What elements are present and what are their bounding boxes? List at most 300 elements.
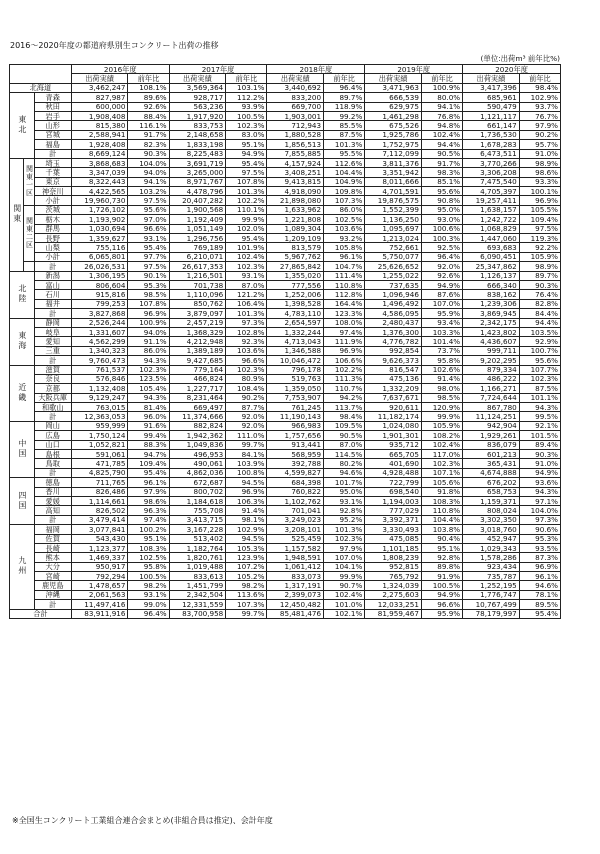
shipment-volume: 8,971,767: [169, 177, 226, 186]
prefecture-name: 沖縄: [34, 590, 71, 599]
table-row: [10, 468, 561, 477]
yoy-ratio: 109.4%: [128, 459, 169, 468]
shipment-volume: 4,599,827: [267, 468, 324, 477]
yoy-ratio: 87.3%: [519, 553, 560, 562]
yoy-ratio: 100.8%: [226, 468, 267, 477]
ratio-header: 前年比: [324, 74, 365, 83]
yoy-ratio: 103.8%: [421, 525, 462, 534]
shipment-volume: 765,792: [365, 572, 422, 581]
shipment-volume: 1,102,762: [267, 496, 324, 505]
table-row: [10, 102, 561, 111]
shipment-volume: 3,811,376: [365, 158, 422, 167]
shipment-volume: 11,124,251: [463, 412, 520, 421]
table-row: [10, 187, 561, 196]
shipment-volume: 1,552,399: [365, 205, 422, 214]
shipment-volume: 666,340: [463, 280, 520, 289]
yoy-ratio: 99.9%: [226, 215, 267, 224]
prefecture-name: 計: [34, 262, 71, 271]
table-row: [10, 215, 561, 224]
prefecture-name: 宮城: [34, 130, 71, 139]
yoy-ratio: 96.9%: [128, 309, 169, 318]
yoy-ratio: 111.9%: [324, 337, 365, 346]
shipment-volume: 3,569,364: [169, 83, 226, 92]
shipment-volume: 701,041: [267, 506, 324, 515]
prefecture-name: 広島: [34, 431, 71, 440]
region-label-text: 近畿: [17, 382, 27, 403]
shipment-volume: 761,245: [267, 403, 324, 412]
shipment-volume: 1,193,902: [71, 215, 128, 224]
prefecture-name: 鹿児島: [34, 581, 71, 590]
yoy-ratio: 96.9%: [519, 196, 560, 205]
shipment-volume: 1,340,323: [71, 346, 128, 355]
yoy-ratio: 95.2%: [324, 515, 365, 524]
yoy-ratio: 102.4%: [421, 130, 462, 139]
yoy-ratio: 90.2%: [519, 130, 560, 139]
shipment-volume: 1,255,022: [365, 271, 422, 280]
shipment-volume: 1,880,528: [267, 130, 324, 139]
yoy-ratio: 94.5%: [226, 478, 267, 487]
prefecture-name: 京都: [34, 384, 71, 393]
yoy-ratio: 98.4%: [519, 83, 560, 92]
yoy-ratio: 90.3%: [128, 149, 169, 158]
yoy-ratio: 96.9%: [519, 562, 560, 571]
yoy-ratio: 95.9%: [421, 609, 462, 618]
yoy-ratio: 102.9%: [519, 93, 560, 102]
yoy-ratio: 90.1%: [128, 271, 169, 280]
yoy-ratio: 92.8%: [421, 553, 462, 562]
shipment-volume: 1,908,408: [71, 111, 128, 120]
yoy-ratio: 90.4%: [421, 534, 462, 543]
shipment-volume: 11,182,174: [365, 412, 422, 421]
sub-district-text: 関東二区: [25, 216, 34, 249]
yoy-ratio: 95.1%: [128, 534, 169, 543]
shipment-volume: 1,856,513: [267, 140, 324, 149]
shipment-volume: 1,296,756: [169, 234, 226, 243]
yoy-ratio: 90.5%: [324, 431, 365, 440]
yoy-ratio: 73.7%: [421, 346, 462, 355]
yoy-ratio: 102.2%: [226, 196, 267, 205]
shipment-volume: 1,252,006: [267, 290, 324, 299]
region-label-text: 東北: [17, 114, 27, 135]
shipment-volume: 513,402: [169, 534, 226, 543]
prefecture-name: 計: [34, 309, 71, 318]
ratio-header: 前年比: [519, 74, 560, 83]
shipment-volume: 826,502: [71, 506, 128, 515]
shipment-volume: 471,785: [71, 459, 128, 468]
prefecture-name: 埼玉: [34, 158, 71, 167]
shipment-volume: 1,901,301: [365, 431, 422, 440]
shipment-volume: 1,095,697: [365, 224, 422, 233]
shipment-volume: 666,539: [365, 93, 422, 102]
shipment-volume: 20,407,282: [169, 196, 226, 205]
shipment-volume: 8,225,483: [169, 149, 226, 158]
yoy-ratio: 85.5%: [324, 121, 365, 130]
sub-district-label: [24, 205, 34, 261]
yoy-ratio: 105.5%: [519, 205, 560, 214]
shipment-volume: 3,408,251: [267, 168, 324, 177]
yoy-ratio: 89.4%: [519, 440, 560, 449]
table-row: [10, 515, 561, 524]
shipment-volume: 12,450,482: [267, 600, 324, 609]
yoy-ratio: 95.8%: [128, 562, 169, 571]
shipment-volume: 1,948,591: [267, 553, 324, 562]
shipment-volume: 1,900,568: [169, 205, 226, 214]
shipment-volume: 8,011,666: [365, 177, 422, 186]
prefecture-name: 岡山: [34, 421, 71, 430]
shipment-volume: 833,613: [169, 572, 226, 581]
yoy-ratio: 102.3%: [226, 121, 267, 130]
shipment-volume: 1,051,149: [169, 224, 226, 233]
yoy-ratio: 94.6%: [519, 581, 560, 590]
shipment-volume: 9,202,295: [463, 356, 520, 365]
shipment-volume: 3,827,868: [71, 309, 128, 318]
shipment-volume: 950,917: [71, 562, 128, 571]
shipment-volume: 685,961: [463, 93, 520, 102]
yoy-ratio: 102.4%: [324, 590, 365, 599]
shipment-volume: 12,331,559: [169, 600, 226, 609]
shipment-volume: 2,148,658: [169, 130, 226, 139]
yoy-ratio: 105.2%: [226, 572, 267, 581]
shipment-volume: 601,213: [463, 450, 520, 459]
shipment-volume: 4,586,095: [365, 309, 422, 318]
table-row: [10, 600, 561, 609]
yoy-ratio: 100.5%: [226, 111, 267, 120]
prefecture-name: 青森: [34, 93, 71, 102]
shipment-volume: 1,776,747: [463, 590, 520, 599]
yoy-ratio: 98.2%: [226, 581, 267, 590]
shipment-volume: 1,221,808: [267, 215, 324, 224]
ratio-header: 前年比: [226, 74, 267, 83]
shipment-volume: 1,917,920: [169, 111, 226, 120]
yoy-ratio: 107.2%: [226, 562, 267, 571]
volume-header: 出荷実績: [169, 74, 226, 83]
volume-header: 出荷実績: [267, 74, 324, 83]
yoy-ratio: 102.3%: [226, 365, 267, 374]
shipment-volume: 1,166,271: [463, 384, 520, 393]
shipment-volume: 1,355,020: [267, 271, 324, 280]
shipment-volume: 10,767,499: [463, 600, 520, 609]
shipment-volume: 25,626,652: [365, 262, 422, 271]
year-header: 2018年度: [267, 65, 365, 74]
page-title: 2016～2020年度の都道府県別生コンクリート出荷の推移: [10, 41, 219, 50]
shipment-volume: 3,879,097: [169, 309, 226, 318]
shipment-volume: 629,975: [365, 102, 422, 111]
shipment-volume: 3,265,000: [169, 168, 226, 177]
yoy-ratio: 93.1%: [128, 234, 169, 243]
prefecture-name: 小計: [34, 252, 71, 261]
yoy-ratio: 93.3%: [519, 177, 560, 186]
shipment-volume: 2,526,244: [71, 318, 128, 327]
yoy-ratio: 99.9%: [324, 572, 365, 581]
prefecture-name: 長野: [34, 234, 71, 243]
shipment-volume: 1,578,286: [463, 553, 520, 562]
shipment-volume: 4,928,488: [365, 468, 422, 477]
shipment-volume: 3,330,493: [365, 525, 422, 534]
shipment-volume: 777,029: [365, 506, 422, 515]
yoy-ratio: 84.1%: [226, 450, 267, 459]
shipment-volume: 7,724,644: [463, 393, 520, 402]
shipment-volume: 1,068,829: [463, 224, 520, 233]
shipment-volume: 1,928,408: [71, 140, 128, 149]
table-row: [10, 478, 561, 487]
shipment-volume: 1,096,946: [365, 290, 422, 299]
shipment-volume: 1,114,661: [71, 496, 128, 505]
yoy-ratio: 98.3%: [421, 168, 462, 177]
shipment-volume: 833,753: [169, 121, 226, 130]
yoy-ratio: 91.7%: [128, 130, 169, 139]
shipment-volume: 466,824: [169, 374, 226, 383]
yoy-ratio: 108.4%: [226, 384, 267, 393]
shipment-volume: 1,496,492: [365, 299, 422, 308]
shipment-volume: 1,029,343: [463, 543, 520, 552]
shipment-volume: 669,700: [267, 102, 324, 111]
yoy-ratio: 101.1%: [519, 393, 560, 402]
yoy-ratio: 80.2%: [324, 459, 365, 468]
yoy-ratio: 101.7%: [324, 478, 365, 487]
prefecture-name: 鳥取: [34, 459, 71, 468]
yoy-ratio: 80.0%: [421, 93, 462, 102]
yoy-ratio: 96.6%: [421, 600, 462, 609]
shipment-volume: 1,121,117: [463, 111, 520, 120]
shipment-volume: 9,427,685: [169, 356, 226, 365]
shipment-volume: 1,346,588: [267, 346, 324, 355]
shipment-volume: 1,736,530: [463, 130, 520, 139]
table-row: [10, 318, 561, 327]
shipment-volume: 838,162: [463, 290, 520, 299]
prefecture-name: 山梨: [34, 243, 71, 252]
shipment-volume: 590,479: [463, 102, 520, 111]
shipment-volume: 3,869,945: [463, 309, 520, 318]
region-label-text: 関東: [12, 204, 22, 225]
yoy-ratio: 98.6%: [128, 496, 169, 505]
shipment-volume: 800,702: [169, 487, 226, 496]
shipment-volume: 1,925,786: [365, 130, 422, 139]
region-label: [10, 158, 24, 271]
yoy-ratio: 101.9%: [226, 243, 267, 252]
yoy-ratio: 97.7%: [128, 252, 169, 261]
shipment-volume: 833,200: [267, 93, 324, 102]
yoy-ratio: 96.3%: [128, 506, 169, 515]
shipment-volume: 675,526: [365, 121, 422, 130]
yoy-ratio: 108.0%: [324, 318, 365, 327]
shipment-volume: 452,947: [463, 534, 520, 543]
footnote: ※全国生コンクリート工業組合連合会まとめ(非組合員は推定)、会計年度: [12, 816, 273, 825]
yoy-ratio: 100.9%: [421, 83, 462, 92]
yoy-ratio: 93.1%: [324, 496, 365, 505]
table-row: [10, 158, 561, 167]
yoy-ratio: 120.9%: [421, 403, 462, 412]
yoy-ratio: 91.1%: [128, 337, 169, 346]
table-row: [10, 337, 561, 346]
yoy-ratio: 81.4%: [128, 403, 169, 412]
table-row: [10, 431, 561, 440]
shipment-volume: 365,431: [463, 459, 520, 468]
table-row: [10, 130, 561, 139]
yoy-ratio: 97.5%: [226, 168, 267, 177]
yoy-ratio: 94.4%: [421, 140, 462, 149]
prefecture-name: 奈良: [34, 374, 71, 383]
yoy-ratio: 91.6%: [128, 421, 169, 430]
yoy-ratio: 103.6%: [226, 346, 267, 355]
yoy-ratio: 97.5%: [128, 196, 169, 205]
table-row: [10, 374, 561, 383]
shipment-volume: 799,253: [71, 299, 128, 308]
yoy-ratio: 98.1%: [226, 515, 267, 524]
yoy-ratio: 95.9%: [421, 309, 462, 318]
yoy-ratio: 105.9%: [519, 252, 560, 261]
shipment-volume: 12,033,251: [365, 600, 422, 609]
shipment-volume: 1,132,408: [71, 384, 128, 393]
prefecture-name: 群馬: [34, 224, 71, 233]
yoy-ratio: 103.6%: [324, 224, 365, 233]
shipment-volume: 806,604: [71, 280, 128, 289]
table-row: [10, 177, 561, 186]
shipment-volume: 1,317,191: [267, 581, 324, 590]
yoy-ratio: 104.9%: [324, 177, 365, 186]
prefecture-name: 岐阜: [34, 327, 71, 336]
yoy-ratio: 84.4%: [519, 309, 560, 318]
shipment-volume: 1,157,582: [267, 543, 324, 552]
prefecture-name: 大阪兵庫: [34, 393, 71, 402]
yoy-ratio: 104.0%: [519, 506, 560, 515]
yoy-ratio: 89.7%: [519, 271, 560, 280]
sub-district-text: 関東一区: [25, 165, 34, 198]
yoy-ratio: 95.0%: [324, 487, 365, 496]
yoy-ratio: 95.4%: [226, 234, 267, 243]
prefecture-name: 大分: [34, 562, 71, 571]
yoy-ratio: 98.6%: [519, 168, 560, 177]
shipment-volume: 959,999: [71, 421, 128, 430]
yoy-ratio: 97.1%: [519, 496, 560, 505]
shipment-volume: 1,182,764: [169, 543, 226, 552]
yoy-ratio: 95.1%: [226, 140, 267, 149]
shipment-volume: 769,189: [169, 243, 226, 252]
yoy-ratio: 113.6%: [226, 590, 267, 599]
shipment-volume: 992,854: [365, 346, 422, 355]
yoy-ratio: 106.3%: [226, 496, 267, 505]
shipment-volume: 1,126,137: [463, 271, 520, 280]
shipment-volume: 1,184,618: [169, 496, 226, 505]
shipment-volume: 6,065,801: [71, 252, 128, 261]
yoy-ratio: 104.1%: [324, 562, 365, 571]
prefecture-name: 秋田: [34, 102, 71, 111]
yoy-ratio: 96.4%: [421, 252, 462, 261]
table-row: [10, 572, 561, 581]
yoy-ratio: 94.9%: [421, 590, 462, 599]
region-label-text: 東海: [17, 330, 27, 351]
shipment-volume: 815,380: [71, 121, 128, 130]
yoy-ratio: 96.4%: [324, 83, 365, 92]
table-row: [10, 393, 561, 402]
prefecture-name: 静岡: [34, 318, 71, 327]
shipment-volume: 693,683: [463, 243, 520, 252]
yoy-ratio: 102.0%: [226, 224, 267, 233]
yoy-ratio: 92.0%: [226, 421, 267, 430]
yoy-ratio: 91.7%: [421, 158, 462, 167]
shipment-volume: 942,904: [463, 421, 520, 430]
shipment-volume: 7,637,671: [365, 393, 422, 402]
table-row: [10, 327, 561, 336]
yoy-ratio: 90.6%: [519, 525, 560, 534]
shipment-volume: 4,157,924: [267, 158, 324, 167]
yoy-ratio: 112.2%: [226, 93, 267, 102]
shipment-volume: 1,757,656: [267, 431, 324, 440]
shipment-volume: 21,898,080: [267, 196, 324, 205]
sub-district-label: [24, 262, 34, 271]
shipment-volume: 761,537: [71, 365, 128, 374]
shipment-volume: 1,242,722: [463, 215, 520, 224]
shipment-volume: 11,497,416: [71, 600, 128, 609]
shipment-volume: 1,331,607: [71, 327, 128, 336]
prefecture-name: 福岡: [34, 525, 71, 534]
yoy-ratio: 97.5%: [128, 262, 169, 271]
yoy-ratio: 93.6%: [519, 478, 560, 487]
yoy-ratio: 86.0%: [128, 346, 169, 355]
shipment-volume: 3,018,760: [463, 525, 520, 534]
yoy-ratio: 99.2%: [324, 111, 365, 120]
shipment-volume: 8,669,124: [71, 149, 128, 158]
yoy-ratio: 97.9%: [128, 487, 169, 496]
shipment-volume: 11,374,666: [169, 412, 226, 421]
shipment-volume: 777,556: [267, 280, 324, 289]
yoy-ratio: 103.9%: [226, 459, 267, 468]
yoy-ratio: 95.5%: [324, 149, 365, 158]
yoy-ratio: 96.6%: [226, 356, 267, 365]
region-label: [10, 365, 35, 421]
yoy-ratio: 90.8%: [421, 196, 462, 205]
shipment-volume: 3,691,719: [169, 158, 226, 167]
shipment-volume: 5,750,077: [365, 252, 422, 261]
table-row: [10, 365, 561, 374]
shipment-volume: 6,473,511: [463, 149, 520, 158]
table-row: [10, 534, 561, 543]
yoy-ratio: 93.2%: [324, 234, 365, 243]
shipment-volume: 9,413,815: [267, 177, 324, 186]
yoy-ratio: 99.0%: [128, 600, 169, 609]
yoy-ratio: 92.5%: [421, 243, 462, 252]
shipment-volume: 1,216,501: [169, 271, 226, 280]
yoy-ratio: 105.3%: [226, 543, 267, 552]
shipment-volume: 6,090,451: [463, 252, 520, 261]
shipment-volume: 1,929,261: [463, 431, 520, 440]
shipment-volume: 543,430: [71, 534, 128, 543]
shipment-volume: 796,178: [267, 365, 324, 374]
yoy-ratio: 93.7%: [519, 102, 560, 111]
region-label-text: 四国: [17, 490, 27, 511]
table-row: [10, 140, 561, 149]
shipment-volume: 6,210,071: [169, 252, 226, 261]
yoy-ratio: 95.6%: [421, 187, 462, 196]
shipment-volume: 1,638,157: [463, 205, 520, 214]
shipment-volume: 2,342,175: [463, 318, 520, 327]
yoy-ratio: 97.4%: [128, 515, 169, 524]
prefecture-name: 岩手: [34, 111, 71, 120]
yoy-ratio: 98.9%: [519, 158, 560, 167]
shipment-volume: 1,752,975: [365, 140, 422, 149]
shipment-volume: 1,368,329: [169, 327, 226, 336]
table-row: [10, 83, 561, 92]
prefecture-name: 小計: [34, 196, 71, 205]
shipment-volume: 1,447,060: [463, 234, 520, 243]
prefecture-name: 東京: [34, 177, 71, 186]
shipment-volume: 4,918,090: [267, 187, 324, 196]
shipment-volume: 591,061: [71, 450, 128, 459]
yoy-ratio: 106.6%: [324, 356, 365, 365]
prefecture-name: 計: [34, 468, 71, 477]
yoy-ratio: 92.0%: [226, 412, 267, 421]
shipment-volume: 915,816: [71, 290, 128, 299]
yoy-ratio: 92.6%: [421, 271, 462, 280]
